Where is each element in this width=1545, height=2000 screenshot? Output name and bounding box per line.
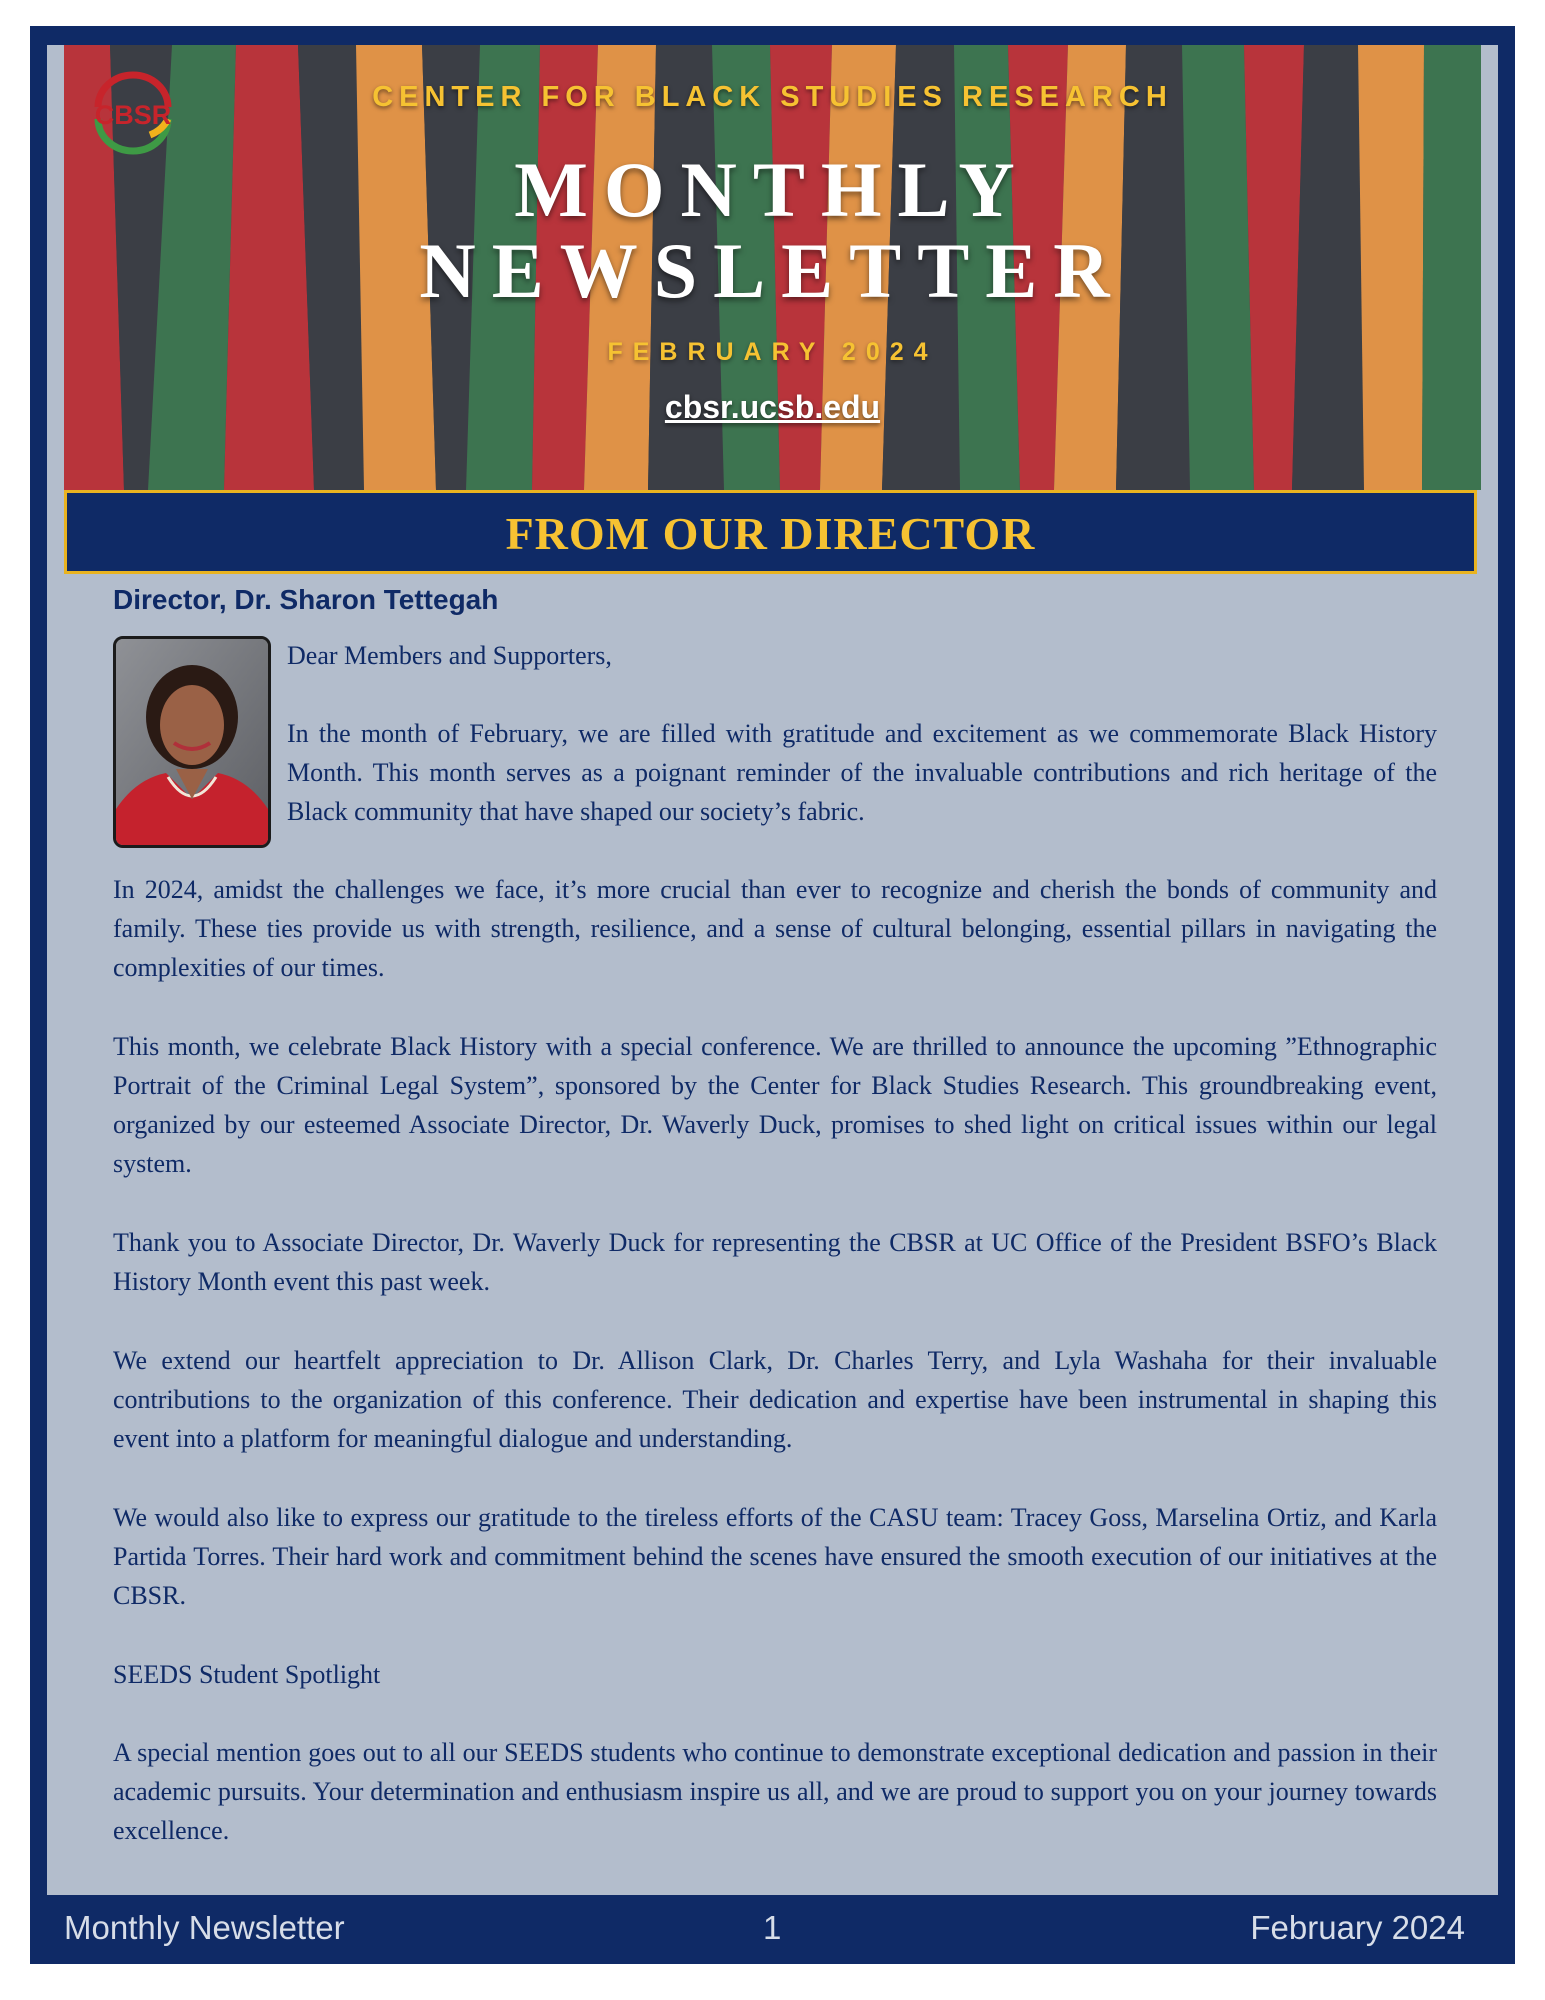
spotlight-heading: SEEDS Student Spotlight (113, 1660, 381, 1689)
section-header-bar (64, 490, 1477, 574)
letter-paragraph-7: A special mention goes out to all our SEEDS students who continue to demonstrate exceptional dedication and passion in their academic pursuits. Your determination and enthusiasm inspire us all, and we are proud to support you on your journey towards excellence. (113, 1738, 1437, 1845)
logo-text: CBSR (94, 100, 172, 130)
page-footer (30, 1895, 1515, 1964)
page-number: 1 (763, 1909, 782, 1946)
director-heading: Director, Dr. Sharon Tettegah (113, 584, 499, 615)
letter-paragraph-1: In the month of February, we are filled with gratitude and excitement as we commemorate Black History Month. This month serves as a poignant reminder of the invaluable contributions and rich heritage of the Black community that have shaped our society’s fabric. (287, 719, 1437, 826)
letter-salutation: Dear Members and Supporters, (287, 641, 612, 670)
section-title: FROM OUR DIRECTOR (505, 508, 1036, 559)
letter-paragraph-4: Thank you to Associate Director, Dr. Waverly Duck for representing the CBSR at UC Office of the President BSFO’s Black History Month event this past week. (113, 1228, 1437, 1296)
letter-paragraph-2: In 2024, amidst the challenges we face, it’s more crucial than ever to recognize and cherish the bonds of community and family. These ties provide us with strength, resilience, and a sense of cultural belonging, essential pillars in navigating the complexities of our times. (113, 875, 1437, 982)
website-link[interactable]: cbsr.ucsb.edu (664, 389, 881, 425)
issue-date: FEBRUARY 2024 (607, 338, 938, 366)
letter-paragraph-6: We would also like to express our gratitude to the tireless efforts of the CASU team: Tracey Goss, Marselina Ortiz, and Karla Partida Torres. Their hard work and commitment behind the scenes have ensured the smooth execution of our initiatives at the CBSR. (113, 1503, 1437, 1610)
header-banner (64, 45, 1481, 490)
director-photo (113, 636, 271, 848)
letter-paragraph-5: We extend our heartfelt appreciation to Dr. Allison Clark, Dr. Charles Terry, and Lyla Washaha for their invaluable contributions to the organization of this conference. Their dedication and expertise have been instrumental in shaping this event into a platform for meaningful dialogue and understanding. (113, 1346, 1437, 1453)
organization-name: CENTER FOR BLACK STUDIES RESEARCH (372, 81, 1173, 113)
letter-paragraph-3: This month, we celebrate Black History with a special conference. We are thrilled to announce the upcoming ”Ethnographic Portrait of the Criminal Legal System”, sponsored by the Center for Black Studies Research. This groundbreaking event, organized by our esteemed Associate Director, Dr. Waverly Duck, promises to shed light on critical issues within our legal system. (113, 1032, 1437, 1178)
newsletter-title-line2: NEWSLETTER (419, 227, 1126, 314)
footer-title: Monthly Newsletter (64, 1909, 345, 1946)
newsletter-title-line1: MONTHLY (514, 146, 1031, 233)
footer-date: February 2024 (1250, 1909, 1465, 1946)
